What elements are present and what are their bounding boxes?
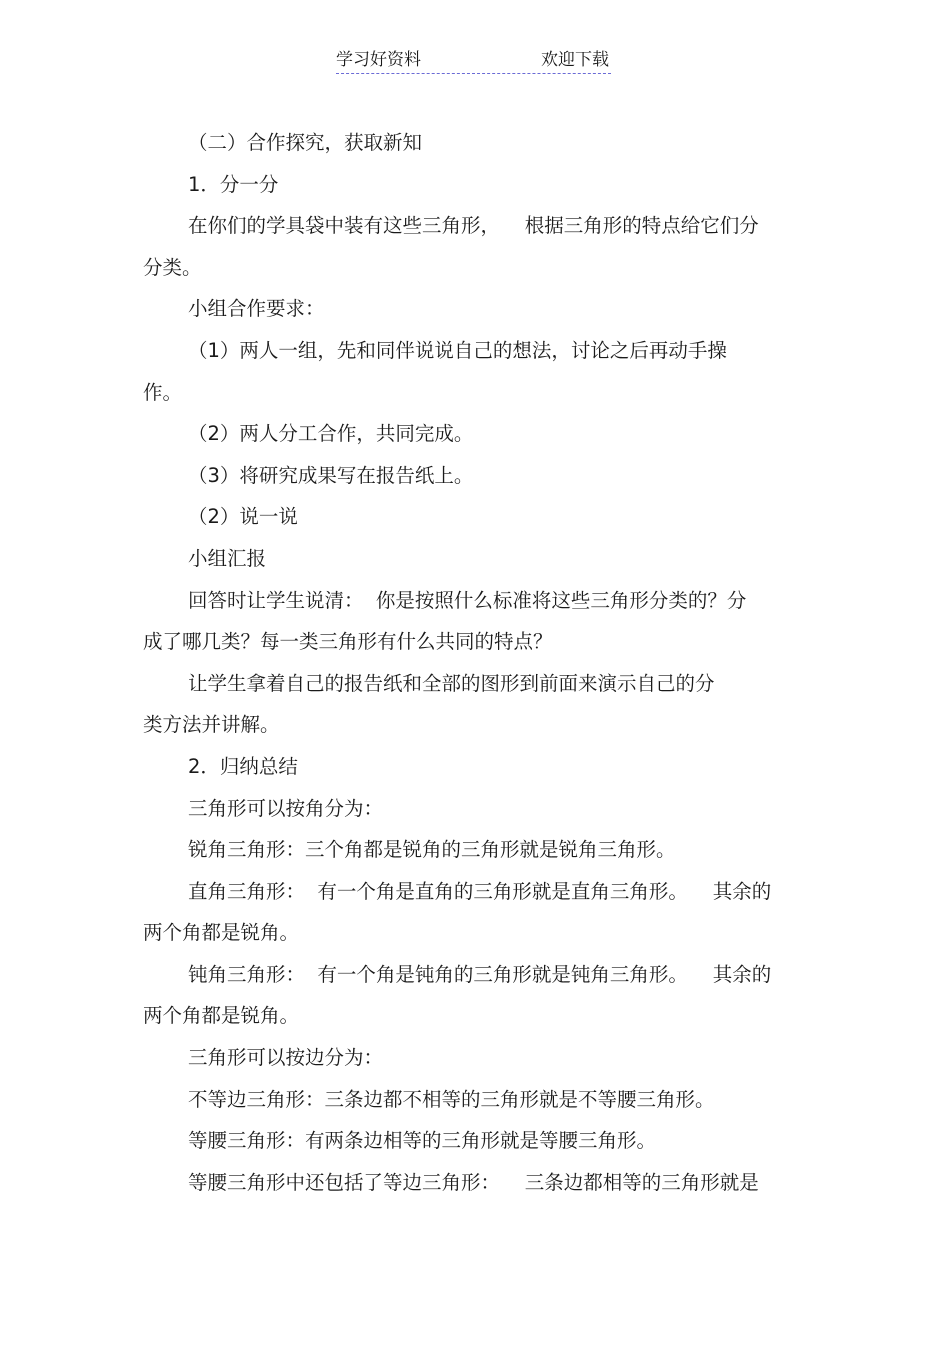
definition-line: 等腰三角形中还包括了等边三角形： 三条边都相等的三角形就是 bbox=[188, 1170, 759, 1194]
subsection-heading: 2．归纳总结 bbox=[188, 754, 298, 778]
paragraph-line: 小组汇报 bbox=[188, 546, 267, 570]
subsection-heading: 1．分一分 bbox=[188, 172, 279, 196]
definition-line: 不等边三角形：三条边都不相等的三角形就是不等腰三角形。 bbox=[188, 1087, 715, 1111]
paragraph-line: 成了哪几类？每一类三角形有什么共同的特点？ bbox=[143, 630, 553, 654]
paragraph-line: 分类。 bbox=[143, 255, 202, 279]
paragraph-line: 在你们的学具袋中装有这些三角形， 根据三角形的特点给它们分 bbox=[188, 214, 759, 238]
paragraph-line: 类方法并讲解。 bbox=[143, 713, 280, 737]
paragraph-line: 回答时让学生说清： 你是按照什么标准将这些三角形分类的？分 bbox=[188, 588, 747, 612]
paragraph-line: 三角形可以按边分为： bbox=[188, 1046, 384, 1070]
header-left-text: 学习好资料 bbox=[336, 50, 421, 70]
list-item: （2）两人分工合作，共同完成。 bbox=[188, 422, 474, 446]
section-heading: （二）合作探究，获取新知 bbox=[188, 131, 423, 154]
paragraph-line: 让学生拿着自己的报告纸和全部的图形到前面来演示自己的分 bbox=[188, 671, 715, 695]
subsection-heading: （2）说一说 bbox=[188, 505, 298, 529]
definition-line: 钝角三角形： 有一个角是钝角的三角形就是钝角三角形。 其余的 bbox=[188, 962, 772, 986]
page-header bbox=[336, 47, 611, 74]
definition-line: 两个角都是锐角。 bbox=[143, 921, 300, 945]
definition-line: 等腰三角形：有两条边相等的三角形就是等腰三角形。 bbox=[188, 1129, 657, 1153]
document-body bbox=[143, 122, 811, 1203]
list-item: （1）两人一组，先和同伴说说自己的想法，讨论之后再动手操 bbox=[188, 338, 727, 362]
definition-line: 锐角三角形：三个角都是锐角的三角形就是锐角三角形。 bbox=[188, 838, 676, 862]
definition-line: 直角三角形： 有一个角是直角的三角形就是直角三角形。 其余的 bbox=[188, 879, 772, 903]
list-item-continuation: 作。 bbox=[143, 380, 183, 404]
definition-line: 两个角都是锐角。 bbox=[143, 1004, 300, 1028]
header-right-text: 欢迎下载 bbox=[541, 50, 609, 70]
paragraph-line: 小组合作要求： bbox=[188, 297, 325, 321]
list-item: （3）将研究成果写在报告纸上。 bbox=[188, 463, 474, 487]
paragraph-line: 三角形可以按角分为： bbox=[188, 796, 384, 820]
